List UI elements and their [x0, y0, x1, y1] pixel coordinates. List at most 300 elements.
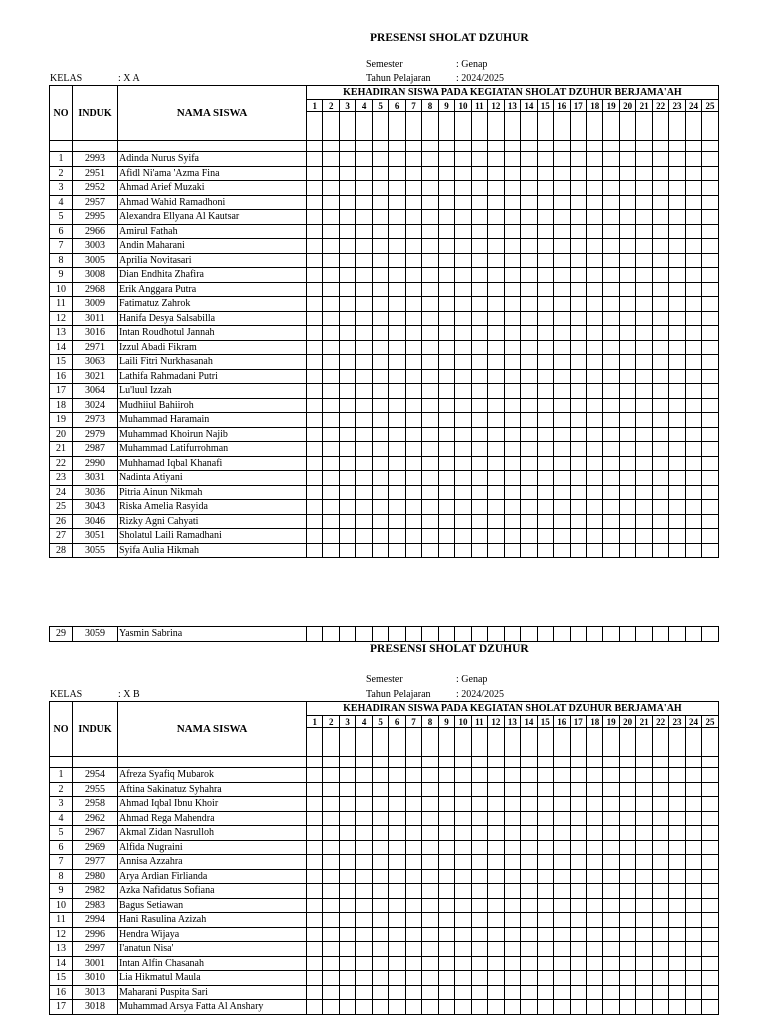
attendance-cell[interactable] [504, 898, 520, 913]
attendance-cell[interactable] [356, 1000, 372, 1015]
attendance-cell[interactable] [636, 195, 652, 210]
attendance-cell[interactable] [471, 782, 487, 797]
attendance-cell[interactable] [702, 181, 719, 196]
attendance-cell[interactable] [603, 340, 619, 355]
attendance-cell[interactable] [422, 413, 438, 428]
attendance-cell[interactable] [619, 268, 635, 283]
attendance-cell[interactable] [619, 355, 635, 370]
attendance-cell[interactable] [323, 340, 339, 355]
attendance-cell[interactable] [455, 869, 471, 884]
attendance-cell[interactable] [323, 442, 339, 457]
attendance-cell[interactable] [488, 166, 504, 181]
attendance-cell[interactable] [471, 282, 487, 297]
attendance-cell[interactable] [422, 442, 438, 457]
attendance-cell[interactable] [438, 826, 454, 841]
attendance-cell[interactable] [685, 1000, 701, 1015]
attendance-cell[interactable] [471, 239, 487, 254]
attendance-cell[interactable] [438, 239, 454, 254]
attendance-cell[interactable] [372, 529, 388, 544]
attendance-cell[interactable] [372, 442, 388, 457]
attendance-cell[interactable] [405, 985, 421, 1000]
attendance-cell[interactable] [455, 1000, 471, 1015]
attendance-cell[interactable] [603, 253, 619, 268]
attendance-cell[interactable] [471, 927, 487, 942]
attendance-cell[interactable] [685, 514, 701, 529]
attendance-cell[interactable] [554, 369, 570, 384]
attendance-cell[interactable] [702, 340, 719, 355]
attendance-cell[interactable] [422, 985, 438, 1000]
attendance-cell[interactable] [471, 971, 487, 986]
attendance-cell[interactable] [521, 514, 537, 529]
attendance-cell[interactable] [356, 456, 372, 471]
attendance-cell[interactable] [619, 282, 635, 297]
attendance-cell[interactable] [636, 942, 652, 957]
attendance-cell[interactable] [586, 224, 602, 239]
attendance-cell[interactable] [537, 369, 553, 384]
attendance-cell[interactable] [685, 855, 701, 870]
attendance-cell[interactable] [438, 956, 454, 971]
attendance-cell[interactable] [586, 529, 602, 544]
attendance-cell[interactable] [405, 956, 421, 971]
attendance-cell[interactable] [537, 500, 553, 515]
attendance-cell[interactable] [405, 768, 421, 783]
attendance-cell[interactable] [455, 884, 471, 899]
attendance-cell[interactable] [389, 985, 405, 1000]
attendance-cell[interactable] [307, 340, 323, 355]
attendance-cell[interactable] [504, 166, 520, 181]
attendance-cell[interactable] [586, 340, 602, 355]
attendance-cell[interactable] [636, 514, 652, 529]
attendance-cell[interactable] [339, 884, 355, 899]
attendance-cell[interactable] [323, 384, 339, 399]
attendance-cell[interactable] [372, 898, 388, 913]
attendance-cell[interactable] [471, 529, 487, 544]
attendance-cell[interactable] [372, 543, 388, 558]
attendance-cell[interactable] [488, 326, 504, 341]
attendance-cell[interactable] [619, 782, 635, 797]
attendance-cell[interactable] [422, 239, 438, 254]
attendance-cell[interactable] [455, 398, 471, 413]
attendance-cell[interactable] [389, 627, 405, 642]
attendance-cell[interactable] [636, 985, 652, 1000]
attendance-cell[interactable] [339, 811, 355, 826]
attendance-cell[interactable] [504, 869, 520, 884]
attendance-cell[interactable] [702, 152, 719, 167]
attendance-cell[interactable] [619, 326, 635, 341]
attendance-cell[interactable] [537, 543, 553, 558]
attendance-cell[interactable] [405, 543, 421, 558]
attendance-cell[interactable] [537, 253, 553, 268]
attendance-cell[interactable] [356, 442, 372, 457]
attendance-cell[interactable] [619, 239, 635, 254]
attendance-cell[interactable] [356, 369, 372, 384]
attendance-cell[interactable] [323, 869, 339, 884]
attendance-cell[interactable] [389, 384, 405, 399]
attendance-cell[interactable] [521, 195, 537, 210]
attendance-cell[interactable] [389, 782, 405, 797]
attendance-cell[interactable] [504, 884, 520, 899]
attendance-cell[interactable] [471, 398, 487, 413]
attendance-cell[interactable] [389, 166, 405, 181]
attendance-cell[interactable] [356, 253, 372, 268]
attendance-cell[interactable] [438, 253, 454, 268]
attendance-cell[interactable] [356, 311, 372, 326]
attendance-cell[interactable] [372, 456, 388, 471]
attendance-cell[interactable] [455, 355, 471, 370]
attendance-cell[interactable] [307, 282, 323, 297]
attendance-cell[interactable] [471, 210, 487, 225]
attendance-cell[interactable] [422, 782, 438, 797]
attendance-cell[interactable] [455, 768, 471, 783]
attendance-cell[interactable] [685, 927, 701, 942]
attendance-cell[interactable] [372, 239, 388, 254]
attendance-cell[interactable] [339, 543, 355, 558]
attendance-cell[interactable] [504, 340, 520, 355]
attendance-cell[interactable] [307, 1000, 323, 1015]
attendance-cell[interactable] [570, 782, 586, 797]
attendance-cell[interactable] [636, 355, 652, 370]
attendance-cell[interactable] [372, 884, 388, 899]
attendance-cell[interactable] [455, 384, 471, 399]
attendance-cell[interactable] [488, 253, 504, 268]
attendance-cell[interactable] [521, 181, 537, 196]
attendance-cell[interactable] [422, 311, 438, 326]
attendance-cell[interactable] [307, 782, 323, 797]
attendance-cell[interactable] [389, 971, 405, 986]
attendance-cell[interactable] [685, 543, 701, 558]
attendance-cell[interactable] [669, 442, 685, 457]
attendance-cell[interactable] [652, 543, 668, 558]
attendance-cell[interactable] [471, 224, 487, 239]
attendance-cell[interactable] [471, 543, 487, 558]
attendance-cell[interactable] [570, 239, 586, 254]
attendance-cell[interactable] [356, 340, 372, 355]
attendance-cell[interactable] [307, 811, 323, 826]
attendance-cell[interactable] [586, 840, 602, 855]
attendance-cell[interactable] [389, 413, 405, 428]
attendance-cell[interactable] [521, 942, 537, 957]
attendance-cell[interactable] [488, 514, 504, 529]
attendance-cell[interactable] [554, 884, 570, 899]
attendance-cell[interactable] [339, 340, 355, 355]
attendance-cell[interactable] [685, 166, 701, 181]
attendance-cell[interactable] [537, 384, 553, 399]
attendance-cell[interactable] [323, 543, 339, 558]
attendance-cell[interactable] [521, 282, 537, 297]
attendance-cell[interactable] [702, 239, 719, 254]
attendance-cell[interactable] [652, 239, 668, 254]
attendance-cell[interactable] [603, 797, 619, 812]
attendance-cell[interactable] [422, 971, 438, 986]
attendance-cell[interactable] [554, 384, 570, 399]
attendance-cell[interactable] [619, 826, 635, 841]
attendance-cell[interactable] [356, 768, 372, 783]
attendance-cell[interactable] [554, 985, 570, 1000]
attendance-cell[interactable] [307, 384, 323, 399]
attendance-cell[interactable] [307, 627, 323, 642]
attendance-cell[interactable] [570, 326, 586, 341]
attendance-cell[interactable] [389, 282, 405, 297]
attendance-cell[interactable] [652, 898, 668, 913]
attendance-cell[interactable] [504, 398, 520, 413]
attendance-cell[interactable] [307, 456, 323, 471]
attendance-cell[interactable] [570, 485, 586, 500]
attendance-cell[interactable] [471, 166, 487, 181]
attendance-cell[interactable] [570, 500, 586, 515]
attendance-cell[interactable] [521, 985, 537, 1000]
attendance-cell[interactable] [389, 224, 405, 239]
attendance-cell[interactable] [652, 268, 668, 283]
attendance-cell[interactable] [455, 311, 471, 326]
attendance-cell[interactable] [356, 826, 372, 841]
attendance-cell[interactable] [389, 340, 405, 355]
attendance-cell[interactable] [537, 942, 553, 957]
attendance-cell[interactable] [307, 840, 323, 855]
attendance-cell[interactable] [504, 985, 520, 1000]
attendance-cell[interactable] [702, 811, 719, 826]
attendance-cell[interactable] [488, 239, 504, 254]
attendance-cell[interactable] [636, 898, 652, 913]
attendance-cell[interactable] [669, 268, 685, 283]
attendance-cell[interactable] [554, 355, 570, 370]
attendance-cell[interactable] [619, 311, 635, 326]
attendance-cell[interactable] [586, 811, 602, 826]
attendance-cell[interactable] [422, 268, 438, 283]
attendance-cell[interactable] [554, 442, 570, 457]
attendance-cell[interactable] [389, 442, 405, 457]
attendance-cell[interactable] [405, 282, 421, 297]
attendance-cell[interactable] [488, 898, 504, 913]
attendance-cell[interactable] [652, 500, 668, 515]
attendance-cell[interactable] [570, 253, 586, 268]
attendance-cell[interactable] [471, 869, 487, 884]
attendance-cell[interactable] [669, 471, 685, 486]
attendance-cell[interactable] [504, 427, 520, 442]
attendance-cell[interactable] [471, 855, 487, 870]
attendance-cell[interactable] [685, 956, 701, 971]
attendance-cell[interactable] [586, 971, 602, 986]
attendance-cell[interactable] [521, 840, 537, 855]
attendance-cell[interactable] [554, 427, 570, 442]
attendance-cell[interactable] [405, 427, 421, 442]
attendance-cell[interactable] [307, 355, 323, 370]
attendance-cell[interactable] [537, 971, 553, 986]
attendance-cell[interactable] [438, 384, 454, 399]
attendance-cell[interactable] [339, 971, 355, 986]
attendance-cell[interactable] [488, 181, 504, 196]
attendance-cell[interactable] [652, 471, 668, 486]
attendance-cell[interactable] [471, 840, 487, 855]
attendance-cell[interactable] [356, 956, 372, 971]
attendance-cell[interactable] [405, 326, 421, 341]
attendance-cell[interactable] [586, 927, 602, 942]
attendance-cell[interactable] [405, 898, 421, 913]
attendance-cell[interactable] [307, 166, 323, 181]
attendance-cell[interactable] [537, 485, 553, 500]
attendance-cell[interactable] [669, 340, 685, 355]
attendance-cell[interactable] [570, 1000, 586, 1015]
attendance-cell[interactable] [652, 398, 668, 413]
attendance-cell[interactable] [422, 282, 438, 297]
attendance-cell[interactable] [619, 884, 635, 899]
attendance-cell[interactable] [669, 398, 685, 413]
attendance-cell[interactable] [586, 898, 602, 913]
attendance-cell[interactable] [389, 869, 405, 884]
attendance-cell[interactable] [652, 297, 668, 312]
attendance-cell[interactable] [636, 500, 652, 515]
attendance-cell[interactable] [422, 927, 438, 942]
attendance-cell[interactable] [685, 384, 701, 399]
attendance-cell[interactable] [586, 514, 602, 529]
attendance-cell[interactable] [356, 529, 372, 544]
attendance-cell[interactable] [652, 942, 668, 957]
attendance-cell[interactable] [669, 326, 685, 341]
attendance-cell[interactable] [356, 869, 372, 884]
attendance-cell[interactable] [405, 1000, 421, 1015]
attendance-cell[interactable] [307, 442, 323, 457]
attendance-cell[interactable] [504, 413, 520, 428]
attendance-cell[interactable] [488, 413, 504, 428]
attendance-cell[interactable] [685, 811, 701, 826]
attendance-cell[interactable] [586, 956, 602, 971]
attendance-cell[interactable] [636, 398, 652, 413]
attendance-cell[interactable] [356, 181, 372, 196]
attendance-cell[interactable] [356, 811, 372, 826]
attendance-cell[interactable] [685, 840, 701, 855]
attendance-cell[interactable] [570, 297, 586, 312]
attendance-cell[interactable] [339, 413, 355, 428]
attendance-cell[interactable] [554, 166, 570, 181]
attendance-cell[interactable] [422, 326, 438, 341]
attendance-cell[interactable] [438, 456, 454, 471]
attendance-cell[interactable] [504, 956, 520, 971]
attendance-cell[interactable] [438, 1000, 454, 1015]
attendance-cell[interactable] [356, 326, 372, 341]
attendance-cell[interactable] [619, 456, 635, 471]
attendance-cell[interactable] [603, 956, 619, 971]
attendance-cell[interactable] [685, 297, 701, 312]
attendance-cell[interactable] [570, 840, 586, 855]
attendance-cell[interactable] [488, 956, 504, 971]
attendance-cell[interactable] [471, 627, 487, 642]
attendance-cell[interactable] [389, 311, 405, 326]
attendance-cell[interactable] [455, 210, 471, 225]
attendance-cell[interactable] [603, 884, 619, 899]
attendance-cell[interactable] [619, 340, 635, 355]
attendance-cell[interactable] [669, 985, 685, 1000]
attendance-cell[interactable] [554, 768, 570, 783]
attendance-cell[interactable] [405, 152, 421, 167]
attendance-cell[interactable] [405, 224, 421, 239]
attendance-cell[interactable] [323, 913, 339, 928]
attendance-cell[interactable] [685, 456, 701, 471]
attendance-cell[interactable] [702, 195, 719, 210]
attendance-cell[interactable] [570, 956, 586, 971]
attendance-cell[interactable] [471, 942, 487, 957]
attendance-cell[interactable] [636, 811, 652, 826]
attendance-cell[interactable] [389, 195, 405, 210]
attendance-cell[interactable] [669, 384, 685, 399]
attendance-cell[interactable] [669, 253, 685, 268]
attendance-cell[interactable] [422, 529, 438, 544]
attendance-cell[interactable] [356, 898, 372, 913]
attendance-cell[interactable] [307, 268, 323, 283]
attendance-cell[interactable] [307, 253, 323, 268]
attendance-cell[interactable] [669, 210, 685, 225]
attendance-cell[interactable] [422, 826, 438, 841]
attendance-cell[interactable] [422, 942, 438, 957]
attendance-cell[interactable] [356, 282, 372, 297]
attendance-cell[interactable] [372, 471, 388, 486]
attendance-cell[interactable] [323, 797, 339, 812]
attendance-cell[interactable] [339, 181, 355, 196]
attendance-cell[interactable] [570, 811, 586, 826]
attendance-cell[interactable] [570, 529, 586, 544]
attendance-cell[interactable] [504, 529, 520, 544]
attendance-cell[interactable] [619, 166, 635, 181]
attendance-cell[interactable] [521, 239, 537, 254]
attendance-cell[interactable] [685, 442, 701, 457]
attendance-cell[interactable] [339, 456, 355, 471]
attendance-cell[interactable] [603, 456, 619, 471]
attendance-cell[interactable] [702, 782, 719, 797]
attendance-cell[interactable] [339, 782, 355, 797]
attendance-cell[interactable] [372, 311, 388, 326]
attendance-cell[interactable] [471, 413, 487, 428]
attendance-cell[interactable] [405, 413, 421, 428]
attendance-cell[interactable] [422, 369, 438, 384]
attendance-cell[interactable] [537, 398, 553, 413]
attendance-cell[interactable] [570, 355, 586, 370]
attendance-cell[interactable] [652, 152, 668, 167]
attendance-cell[interactable] [471, 181, 487, 196]
attendance-cell[interactable] [471, 514, 487, 529]
attendance-cell[interactable] [422, 224, 438, 239]
attendance-cell[interactable] [685, 500, 701, 515]
attendance-cell[interactable] [389, 210, 405, 225]
attendance-cell[interactable] [339, 253, 355, 268]
attendance-cell[interactable] [521, 311, 537, 326]
attendance-cell[interactable] [405, 913, 421, 928]
attendance-cell[interactable] [652, 956, 668, 971]
attendance-cell[interactable] [586, 152, 602, 167]
attendance-cell[interactable] [554, 826, 570, 841]
attendance-cell[interactable] [389, 485, 405, 500]
attendance-cell[interactable] [339, 500, 355, 515]
attendance-cell[interactable] [389, 884, 405, 899]
attendance-cell[interactable] [504, 543, 520, 558]
attendance-cell[interactable] [471, 500, 487, 515]
attendance-cell[interactable] [504, 224, 520, 239]
attendance-cell[interactable] [586, 166, 602, 181]
attendance-cell[interactable] [570, 514, 586, 529]
attendance-cell[interactable] [323, 514, 339, 529]
attendance-cell[interactable] [685, 869, 701, 884]
attendance-cell[interactable] [537, 855, 553, 870]
attendance-cell[interactable] [488, 282, 504, 297]
attendance-cell[interactable] [702, 927, 719, 942]
attendance-cell[interactable] [702, 913, 719, 928]
attendance-cell[interactable] [389, 369, 405, 384]
attendance-cell[interactable] [570, 181, 586, 196]
attendance-cell[interactable] [554, 268, 570, 283]
attendance-cell[interactable] [488, 826, 504, 841]
attendance-cell[interactable] [372, 427, 388, 442]
attendance-cell[interactable] [323, 181, 339, 196]
attendance-cell[interactable] [488, 913, 504, 928]
attendance-cell[interactable] [488, 869, 504, 884]
attendance-cell[interactable] [652, 253, 668, 268]
